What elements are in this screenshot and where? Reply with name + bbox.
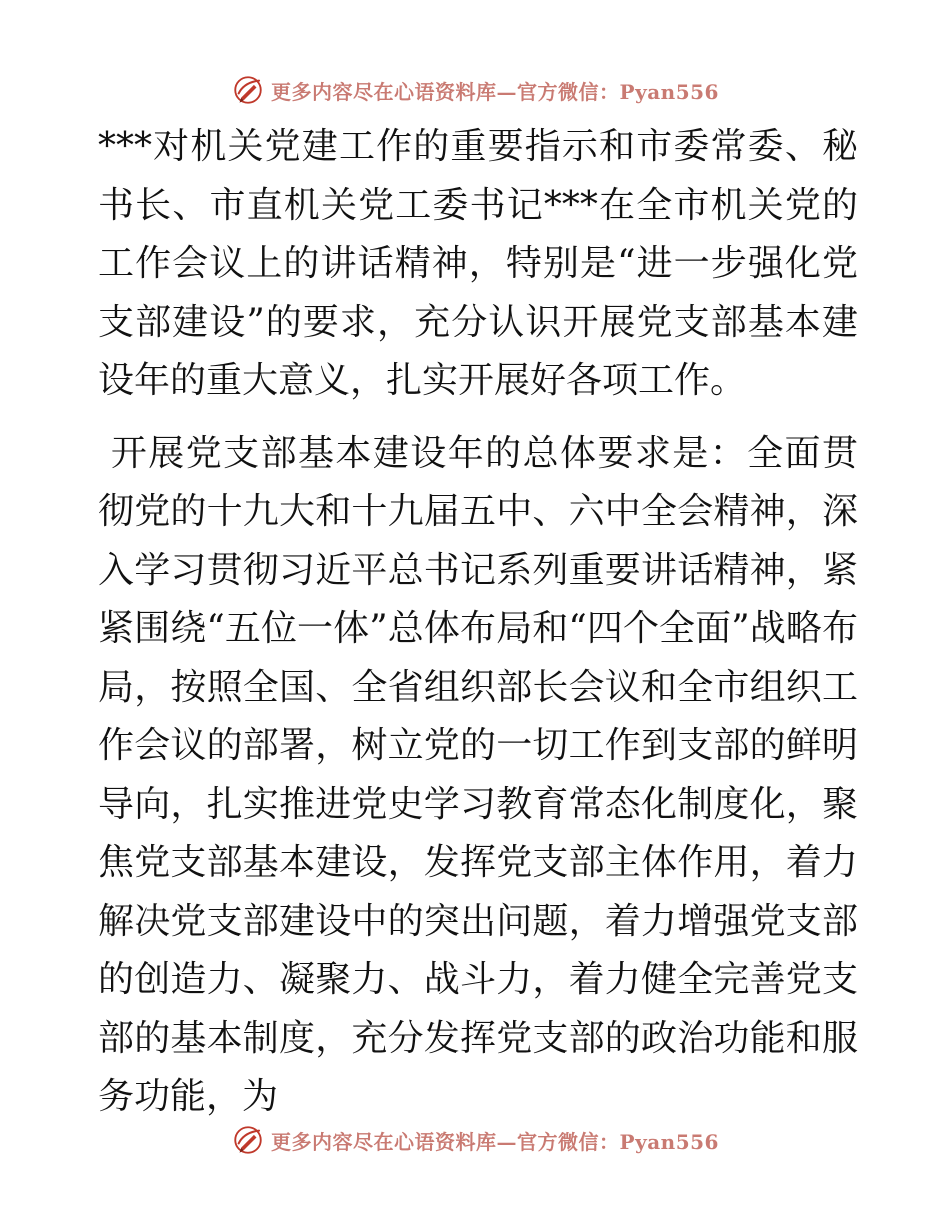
watermark-text: 更多内容尽在心语资料库—官方微信：Pyan556	[271, 1129, 719, 1154]
watermark-text: 更多内容尽在心语资料库—官方微信：Pyan556	[271, 79, 719, 104]
pen-logo-icon	[231, 1123, 265, 1157]
paragraph: ***对机关党建工作的重要指示和市委常委、秘书长、市直机关党工委书记***在全市机关党的工作会议上的讲话精神，特别是“进一步强化党支部建设”的要求，充分认识开展党支部基本建设年的重大意义，扎实开展好各项工作。	[98, 126, 858, 401]
paragraph: 开展党支部基本建设年的总体要求是：全面贯彻党的十九大和十九届五中、六中全会精神，深入学习贯彻习近平总书记系列重要讲话精神，紧紧围绕“五位一体”总体布局和“四个全面”战略布局，按照全国、全省组织部长会议和全市组织工作会议的部署，树立党的一切工作到支部的鲜明导向，扎实推进党史学习教育常态化制度化，聚焦党支部基本建设，发挥党支部主体作用，着力解决党支部建设中的突出问题，着力增强党支部的创造力、凝聚力、战斗力，着力健全完善党支部的基本制度，充分发挥党支部的政治功能和服务功能，为	[98, 432, 858, 1117]
header-watermark-banner	[0, 68, 950, 112]
pen-logo-icon	[231, 73, 265, 107]
document-body	[98, 118, 858, 1127]
footer-watermark-banner	[0, 1118, 950, 1162]
